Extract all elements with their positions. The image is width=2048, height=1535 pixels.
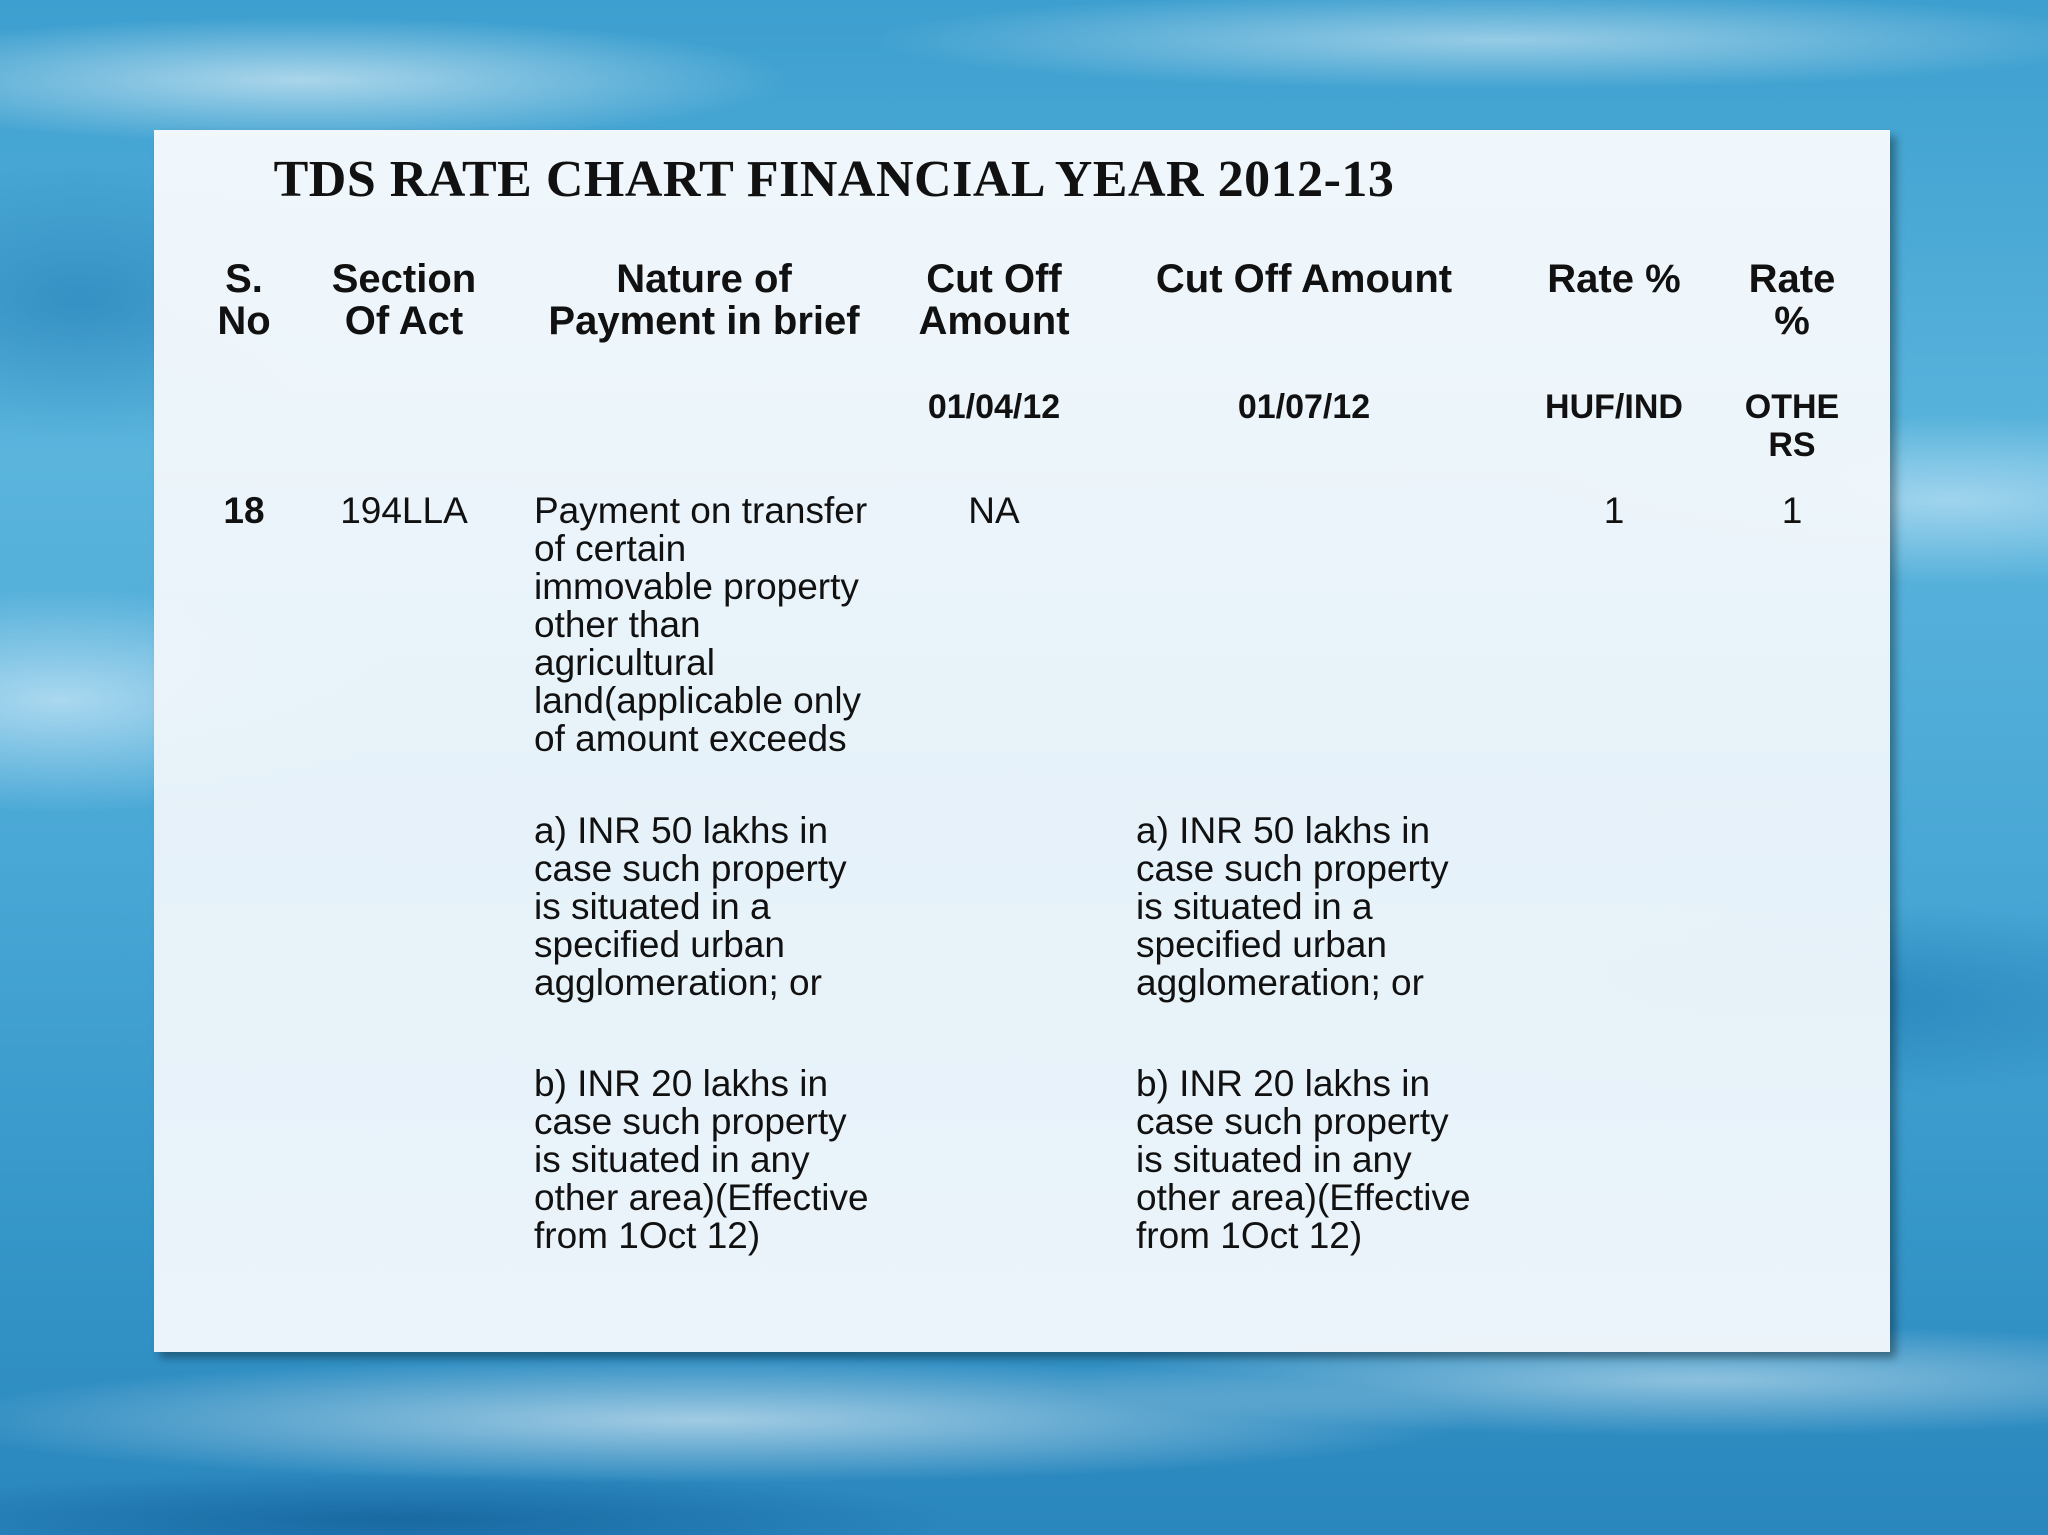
header-sno: S. No (217, 257, 271, 343)
row-nature-option-a: a) INR 50 lakhs in case such property is situated in a specified urban agglomeration; or (534, 810, 847, 1003)
row-rate-others: 1 (1781, 490, 1803, 531)
subheader-cutoff-date-2: 01/07/12 (1237, 388, 1371, 426)
header-section: Section Of Act (331, 257, 477, 343)
row-section: 194LLA (340, 490, 468, 531)
subheader-others: OTHE RS (1744, 388, 1840, 464)
row-sno: 18 (223, 490, 265, 531)
subheader-cutoff-date-1: 01/04/12 (927, 388, 1061, 426)
header-rate-huf-ind: Rate % (1547, 257, 1681, 301)
page-title: TDS RATE CHART FINANCIAL YEAR 2012-13 (273, 151, 1395, 208)
header-cutoff-amount-2: Cut Off Amount (1155, 257, 1453, 301)
row-nature-option-b: b) INR 20 lakhs in case such property is situated in any other area)(Effective from 1Oct 12) (534, 1063, 869, 1256)
row-nature: Payment on transfer of certain immovable property other than agricultural land(applicable only of amount exceeds (534, 490, 868, 759)
row-cutoff-2-option-b: b) INR 20 lakhs in case such property is situated in any other area)(Effective from 1Oct 12) (1136, 1063, 1471, 1256)
header-rate-others: Rate % (1748, 257, 1836, 343)
row-cutoff-2-option-a: a) INR 50 lakhs in case such property is situated in a specified urban agglomeration; or (1136, 810, 1449, 1003)
row-cutoff-1: NA (968, 490, 1020, 531)
header-nature: Nature of Payment in brief (548, 257, 860, 343)
subheader-huf-ind: HUF/IND (1545, 388, 1683, 426)
rate-chart-card (154, 130, 1890, 1352)
row-rate-huf-ind: 1 (1603, 490, 1625, 531)
header-cutoff-amount-1: Cut Off Amount (918, 257, 1070, 343)
